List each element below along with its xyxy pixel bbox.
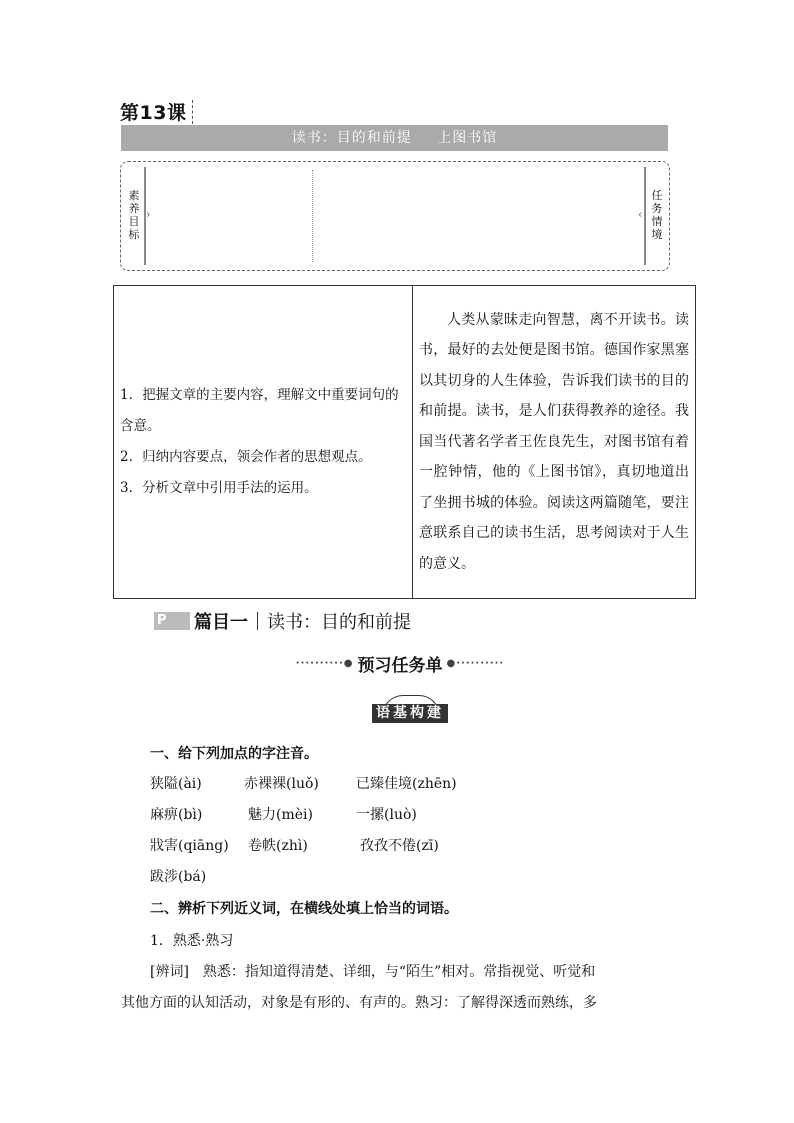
dots-right: ●·········· xyxy=(446,658,505,669)
lang-badge-text: 语基构建 xyxy=(372,704,448,723)
context-cell xyxy=(413,286,696,599)
pinyin-item: 已臻佳境(zhēn) xyxy=(356,776,457,792)
pinyin-item: 魅力(mèi) xyxy=(248,807,313,823)
dots-left: ··········● xyxy=(295,658,354,669)
goal-item: 3．分析文章中引用手法的运用。 xyxy=(120,480,318,496)
article-separator xyxy=(257,612,258,630)
pinyin-item: 麻痹(bì) xyxy=(150,807,203,823)
lang-badge xyxy=(358,695,462,725)
frame-label-left: 素 养 目 标 xyxy=(128,189,140,241)
pinyin-item: 狭隘(ài) xyxy=(150,776,202,792)
chevron-right-icon: › xyxy=(146,208,151,221)
section1-title: 一、给下列加点的字注音。 xyxy=(150,746,318,762)
frame-label-right: 任 务 情 境 xyxy=(651,189,663,241)
pinyin-item: 赤裸裸(luǒ) xyxy=(244,776,319,792)
goal-item: 1．把握文章的主要内容，理解文中重要词句的含意。 xyxy=(120,387,399,434)
lesson-title: 第13课 xyxy=(120,102,187,124)
goals-table xyxy=(113,285,696,599)
goal-item: 2．归纳内容要点，领会作者的思想观点。 xyxy=(120,449,372,465)
article-badge: P xyxy=(154,612,190,630)
article-title: 读书：目的和前提 xyxy=(267,612,411,633)
section2-title: 二、辨析下列近义词，在横线处填上恰当的词语。 xyxy=(150,901,458,917)
article-heading xyxy=(154,608,411,634)
subtitle-part-1: 读书：目的和前提 xyxy=(291,130,412,146)
frame-center-divider xyxy=(312,170,313,262)
objectives-frame xyxy=(120,161,670,271)
section2-item-title: 1．熟悉·熟习 xyxy=(150,933,234,949)
subtitle-bar xyxy=(121,125,668,151)
pinyin-item: 一摞(luò) xyxy=(356,807,417,823)
pinyin-item: 戕害(qiāng) xyxy=(150,838,229,854)
section2-paragraph-line: [辨词] 熟悉：指知道得清楚、详细，与“陌生”相对。常指视觉、听觉和 xyxy=(150,964,596,980)
section2-paragraph-line: 其他方面的认知活动，对象是有形的、有声的。熟习：了解得深透而熟练，多 xyxy=(121,995,597,1011)
goals-cell xyxy=(114,286,413,599)
task-heading xyxy=(265,651,535,676)
article-label: 篇目一 xyxy=(194,612,248,633)
chevron-left-icon: ‹ xyxy=(638,208,643,221)
title-divider xyxy=(192,100,193,124)
pinyin-item: 卷帙(zhì) xyxy=(248,838,308,854)
pinyin-item: 跋涉(bá) xyxy=(150,869,207,885)
task-heading-text: 预习任务单 xyxy=(357,656,443,676)
context-text: 人类从蒙昧走向智慧，离不开读书。读书，最好的去处便是图书馆。德国作家黑塞以其切身的人生体验，告诉我们读书的目的和前提。读书，是人们获得教养的途径。我国当代著名学者王佐良先生，对图书馆有着一腔钟情，他的《上图书馆》，真切地道出了坐拥书城的体验。阅读这两篇随笔，要注意联系自己的读书生活，思考阅读对于人生的意义。 xyxy=(419,311,689,572)
subtitle-part-2: 上图书馆 xyxy=(437,130,498,146)
pinyin-item: 孜孜不倦(zī) xyxy=(360,838,439,854)
frame-bar-right xyxy=(644,167,646,265)
